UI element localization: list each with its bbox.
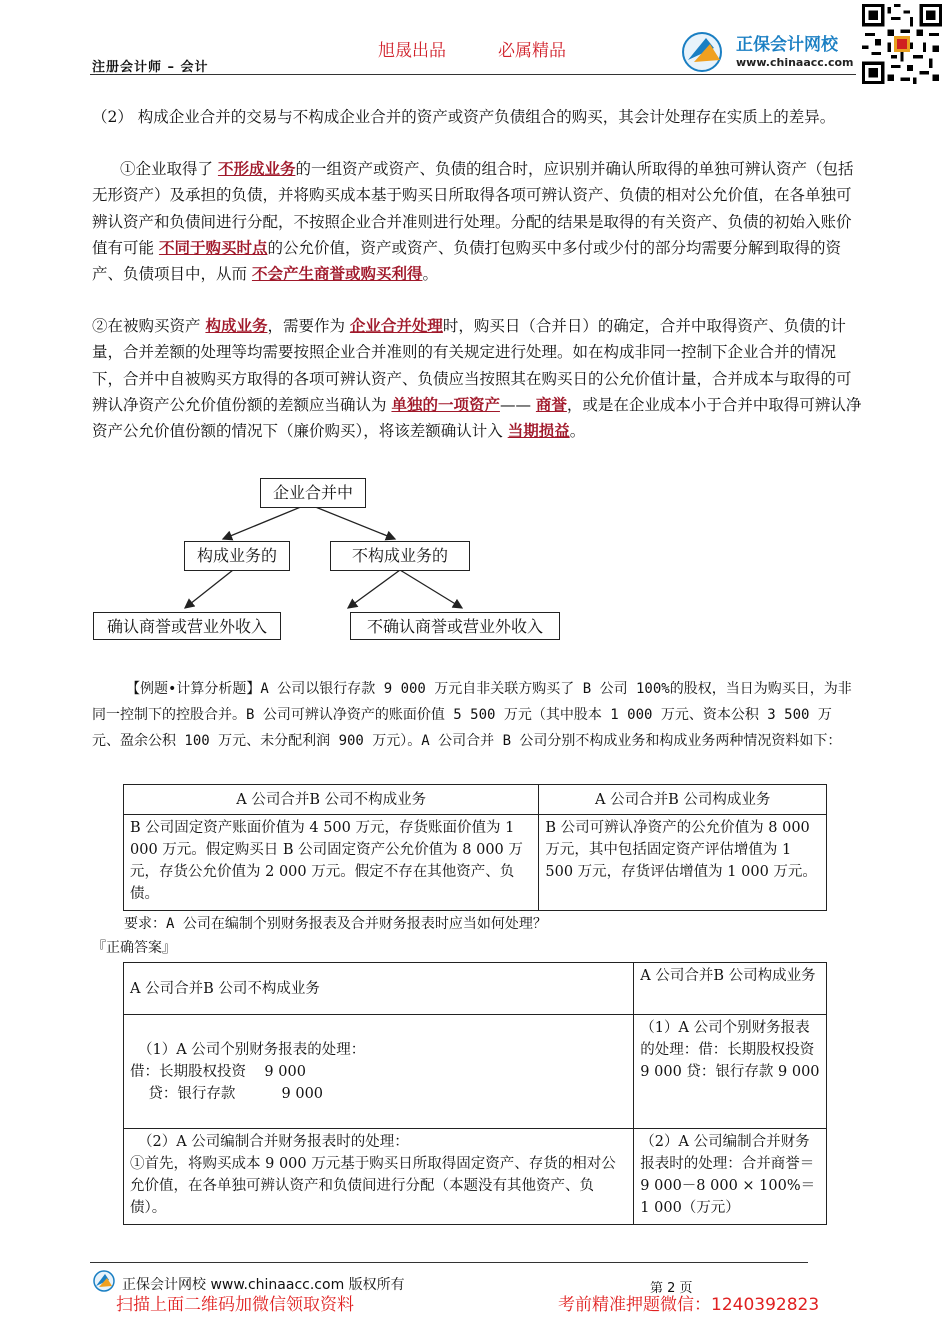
table-header: A 公司合并B 公司构成业务 xyxy=(539,785,827,815)
page-number: 第 2 页 xyxy=(650,1281,693,1296)
table-header: A 公司合并B 公司不构成业务 xyxy=(124,963,634,1015)
diagram-recognize-goodwill: 确认商誉或营业外收入 xyxy=(93,612,281,640)
table-header: A 公司合并B 公司不构成业务 xyxy=(124,785,539,815)
brand-logo[interactable] xyxy=(736,30,854,69)
p3-text-5: ，或是在企业成本小于合并中取得可辨认净资产公允价值份额的情况下（廉价购买），将该差额确认计入 xyxy=(92,395,862,441)
chinaacc-logo-icon xyxy=(680,30,732,72)
entry-line: （2）A 公司编制合并财务报表时的处理： xyxy=(138,1134,409,1150)
paragraph-non-business xyxy=(92,156,864,287)
diagram-root: 企业合并中 xyxy=(260,478,366,508)
course-title: 注册会计师 – 会计 xyxy=(92,60,209,75)
p3-text-3: 时，购买日（合并日）的确定，合并中取得资产、负债的计量，合并差额的处理等均需要按照企业合并准则的有关规定进行处理。如在构成非同一控制下企业合并的情况下，合并中自被购买方取得的各项可辨认资产、负债应当按照其在购买日的公允价值计量，合并成本与取得的可辨认净资产公允价值份额的差额应当确认为 xyxy=(92,317,852,414)
entry-line: 借：长期股权投资 9 000 xyxy=(130,1063,306,1080)
footer-logo-icon xyxy=(92,1270,116,1292)
entry-line: ①首先，将购买成本 9 000 万元基于购买日所取得固定资产、存货的相对公允价值，在各单独可辨认资产和负债间进行分配（本题没有其他资产、负债）。 xyxy=(130,1156,616,1216)
paragraph-intro: （2） 构成企业合并的交易与不构成企业合并的资产或资产负债组合的购买，其会计处理存在实质上的差异。 xyxy=(92,108,836,126)
slogan-2: 必属精品 xyxy=(498,41,566,61)
example-question: 【例题•计算分析题】A 公司以银行存款 9 000 万元自非关联方购买了 B 公司 100%的股权，当日为购买日，为非同一控制下的控股合并。B 公司可辨认净资产的账面价值 5 500 万元（其中股本 1 000 万元、资本公积 3 500 万元、盈余公积 100 万元、未分配利润 900 万元）。A 公司合并 B 公司分别不构成业务和构成业务两种情况资料如下： xyxy=(92,681,852,749)
slogan-1: 旭晟出品 xyxy=(378,41,446,61)
keyword-no-goodwill: 不会产生商誉或购买利得 xyxy=(251,264,423,284)
table-cell: B 公司固定资产账面价值为 4 500 万元，存货账面价值为 1 000 万元。假定购买日 B 公司固定资产公允价值为 8 000 万元，存货公允价值为 2 000 万元。假定不存在其他资产、负债。 xyxy=(124,815,539,911)
keyword-differs-from-purchase: 不同于购买时点 xyxy=(158,237,268,257)
footer-promo-right: 考前精准押题微信：1240392823 xyxy=(558,1295,820,1315)
table-cell xyxy=(124,1129,634,1225)
p2-text-3: 的公允价值，资产或资产、负债打包购买中多付或少付的部分均需要分解到取得的资产、负债项目中，从而 xyxy=(92,238,841,284)
brand-url: www.chinaacc.com xyxy=(736,56,854,69)
table-cell: （1）A 公司个别财务报表的处理：借：长期股权投资 9 000 贷：银行存款 9 000 xyxy=(634,1015,827,1129)
answer-label: 『正确答案』 xyxy=(92,940,176,956)
table-cell: B 公司可辨认净资产的公允价值为 8 000 万元，其中包括固定资产评估增值为 1 500 万元，存货评估增值为 1 000 万元。 xyxy=(539,815,827,911)
requirement-text: 要求：A 公司在编制个别财务报表及合并财务报表时应当如何处理？ xyxy=(124,916,547,932)
table-cell: （2）A 公司编制合并财务报表时的处理：合并商誉＝9 000－8 000 × 100%＝1 000（万元） xyxy=(634,1129,827,1225)
p2-text-2: 的一组资产或资产、负债的组合时，应识别并确认所取得的单独可辨认资产（包括无形资产）及承担的负债，并将购买成本基于购买日所取得各项可辨认资产、负债的相对公允价值，在各单独可辨认资产和负债间进行分配，不按照企业合并准则进行处理。分配的结果是取得的有关资产、负债的初始入账价值有可能 xyxy=(92,160,854,257)
qr-code-icon xyxy=(862,4,942,84)
footer-promo-left: 扫描上面二维码加微信领取资料 xyxy=(116,1295,354,1315)
brand-name: 正保会计网校 xyxy=(736,35,838,55)
p3-text-4: —— xyxy=(499,395,536,414)
keyword-constitutes-business: 构成业务 xyxy=(205,316,268,335)
keyword-business-combination: 企业合并处理 xyxy=(349,316,443,335)
p3-text-2: ，需要作为 xyxy=(267,317,350,335)
paragraph-business xyxy=(92,313,864,444)
table-header: A 公司合并B 公司构成业务 xyxy=(634,963,827,1015)
entry-line: 贷：银行存款 9 000 xyxy=(130,1085,324,1102)
entry-line: （1）A 公司个别财务报表的处理： xyxy=(138,1041,366,1058)
answer-table xyxy=(123,962,827,1225)
keyword-current-pl: 当期损益 xyxy=(507,421,570,441)
p2-text-1: ①企业取得了 xyxy=(120,160,218,178)
keyword-not-business: 不形成业务 xyxy=(217,159,296,178)
footer-rule xyxy=(90,1262,808,1263)
p2-text-4: 。 xyxy=(422,265,438,284)
diagram-not-business: 不构成业务的 xyxy=(330,541,470,571)
diagram-constitutes-business: 构成业务的 xyxy=(184,541,290,571)
keyword-goodwill: 商誉 xyxy=(535,394,567,414)
example-data-table xyxy=(123,784,827,911)
diagram-not-recognize-goodwill: 不确认商誉或营业外收入 xyxy=(350,612,560,640)
footer-copyright: 正保会计网校 www.chinaacc.com 版权所有 xyxy=(122,1277,405,1293)
header-rule xyxy=(90,74,856,75)
p3-text-1: ②在被购买资产 xyxy=(92,317,206,335)
keyword-separate-asset: 单独的一项资产 xyxy=(391,394,500,414)
table-cell xyxy=(124,1015,634,1129)
p3-text-6: 。 xyxy=(569,422,586,441)
